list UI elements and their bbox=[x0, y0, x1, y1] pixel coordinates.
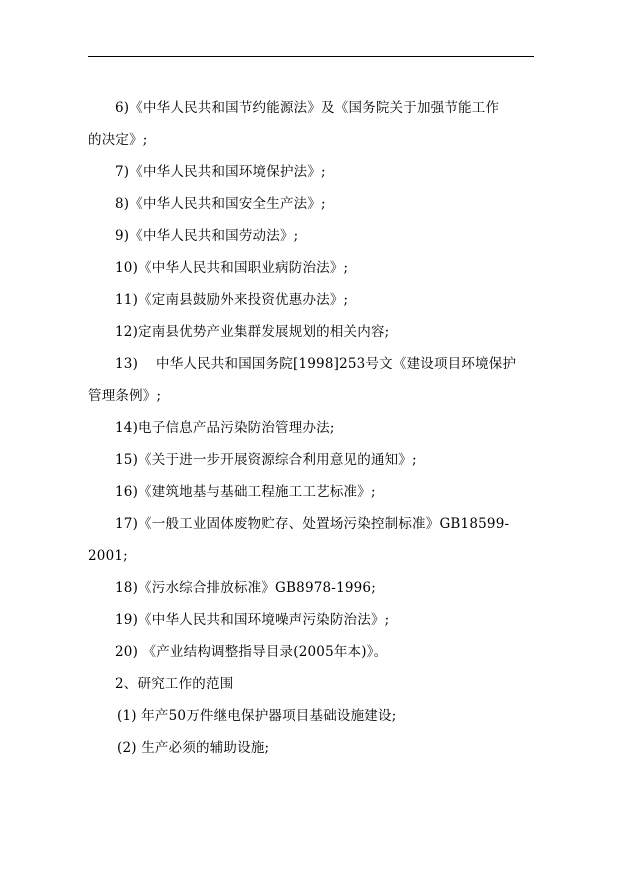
list-item bbox=[88, 477, 534, 509]
line-text: 16)《建筑地基与基础工程施工工艺标准》; bbox=[115, 484, 376, 501]
list-item bbox=[88, 509, 534, 541]
list-item bbox=[88, 733, 534, 765]
line-text: 7)《中华人民共和国环境保护法》; bbox=[115, 164, 326, 181]
list-item bbox=[88, 445, 534, 477]
line-text: 11)《定南县鼓励外来投资优惠办法》; bbox=[115, 292, 349, 309]
line-text: 8)《中华人民共和国安全生产法》; bbox=[115, 196, 326, 213]
line-text: 18)《污水综合排放标准》GB8978-1996; bbox=[115, 580, 376, 597]
line-text: (1) 年产50万件继电保护器项目基础设施建设; bbox=[117, 708, 397, 725]
line-text: 19)《中华人民共和国环境噪声污染防治法》; bbox=[115, 612, 390, 629]
list-item bbox=[88, 157, 534, 189]
list-item bbox=[88, 125, 534, 157]
line-text: 12)定南县优势产业集群发展规划的相关内容; bbox=[115, 324, 390, 341]
line-text: 13) 中华人民共和国国务院[1998]253号文《建设项目环境保护 bbox=[115, 356, 517, 373]
list-item bbox=[88, 317, 534, 349]
line-text: 2、研究工作的范围 bbox=[115, 676, 234, 693]
line-text: 10)《中华人民共和国职业病防治法》; bbox=[115, 260, 349, 277]
list-item bbox=[88, 605, 534, 637]
line-text: 6)《中华人民共和国节约能源法》及《国务院关于加强节能工作 bbox=[115, 100, 500, 117]
list-item bbox=[88, 573, 534, 605]
list-item bbox=[88, 349, 534, 381]
line-text: 20) 《产业结构调整指导目录(2005年本)》。 bbox=[115, 644, 388, 661]
list-item bbox=[88, 253, 534, 285]
document-body bbox=[88, 93, 534, 765]
list-item bbox=[88, 637, 534, 669]
header-rule bbox=[88, 56, 534, 57]
list-item bbox=[88, 541, 534, 573]
line-text: 管理条例》; bbox=[88, 388, 162, 405]
list-item bbox=[88, 93, 534, 125]
line-text: (2) 生产必须的辅助设施; bbox=[117, 740, 270, 757]
list-item bbox=[88, 381, 534, 413]
line-text: 15)《关于进一步开展资源综合利用意见的通知》; bbox=[115, 452, 417, 469]
list-item bbox=[88, 413, 534, 445]
line-text: 17)《一般工业固体废物贮存、处置场污染控制标准》GB18599- bbox=[115, 516, 510, 533]
line-text: 14)电子信息产品污染防治管理办法; bbox=[115, 420, 335, 437]
list-item bbox=[88, 189, 534, 221]
section-heading bbox=[88, 669, 534, 701]
list-item bbox=[88, 285, 534, 317]
line-text: 9)《中华人民共和国劳动法》; bbox=[115, 228, 299, 245]
list-item bbox=[88, 221, 534, 253]
list-item bbox=[88, 701, 534, 733]
line-text: 2001; bbox=[88, 548, 128, 565]
line-text: 的决定》; bbox=[88, 132, 148, 149]
